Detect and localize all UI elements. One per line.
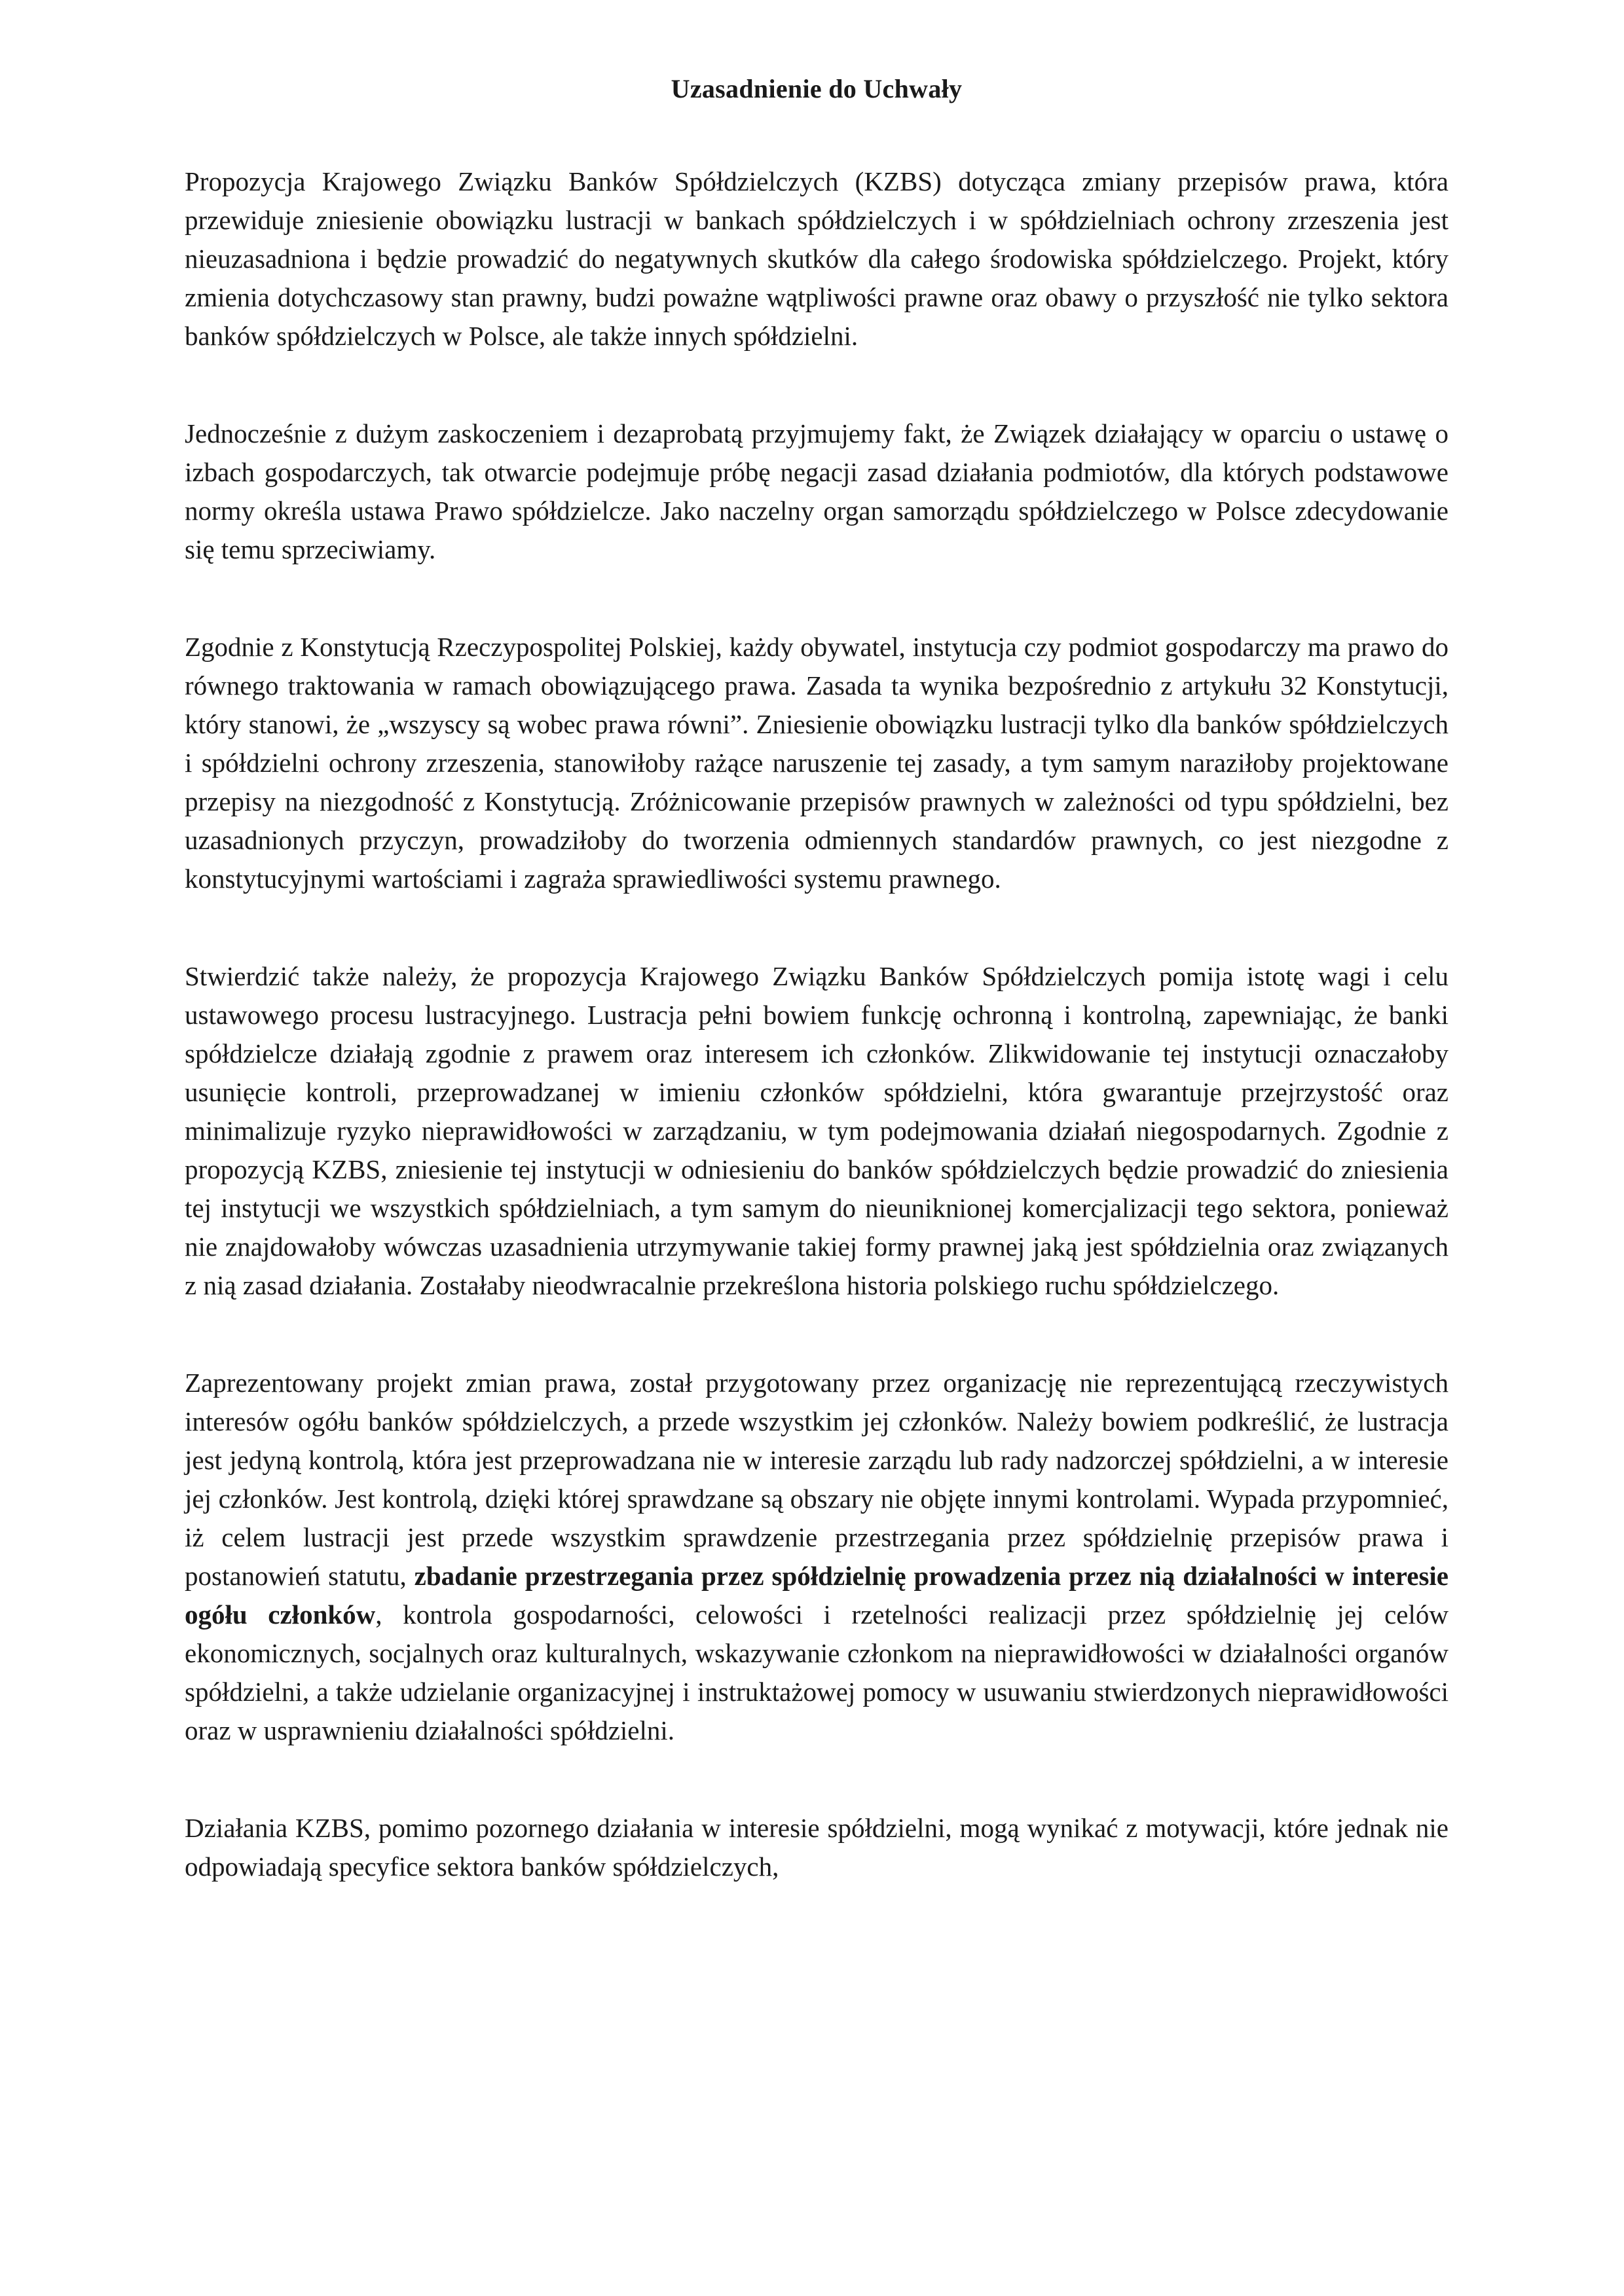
document-title: Uzasadnienie do Uchwały (671, 74, 963, 103)
paragraph-text: Jednocześnie z dużym zaskoczeniem i dezaprobatą przyjmujemy fakt, że Związek działający w oparciu o ustawę o izbach gospodarczych, tak otwarcie podejmuje próbę negacji zasad działania podmiotów, dla których podstawowe normy określa ustawa Prawo spółdzielcze. Jako naczelny organ samorządu spółdzielczego w Polsce zdecydowanie się temu sprzeciwiamy. (185, 418, 1449, 564)
paragraph-text: Zgodnie z Konstytucją Rzeczypospolitej Polskiej, każdy obywatel, instytucja czy podmiot gospodarczy ma prawo do równego traktowania w ramach obowiązującego prawa. Zasada ta wynika bezpośrednio z artykułu 32 Konstytucji, który stanowi, że „wszyscy są wobec prawa równi”. Zniesienie obowiązku lustracji tylko dla banków spółdzielczych i spółdzielni ochrony zrzeszenia, stanowiłoby rażące naruszenie tej zasady, a tym samym naraziłoby projektowane przepisy na niezgodność z Konstytucją. Zróżnicowanie przepisów prawnych w zależności od typu spółdzielni, bez uzasadnionych przyczyn, prowadziłoby do tworzenia odmiennych standardów prawnych, co jest niezgodne z konstytucyjnymi wartościami i zagraża sprawiedliwości systemu prawnego. (185, 632, 1449, 894)
paragraph-6 (185, 1809, 1449, 1886)
paragraph-4 (185, 957, 1449, 1305)
paragraph-text: , kontrola gospodarności, celowości i rzetelności realizacji przez spółdzielnię jej celów ekonomicznych, socjalnych oraz kulturalnych, wskazywanie członkom na nieprawidłowości w działalności organów spółdzielni, a także udzielanie organizacyjnej i instruktażowej pomocy w usuwaniu stwierdzonych nieprawidłowości oraz w usprawnieniu działalności spółdzielni. (185, 1599, 1449, 1745)
paragraph-text: Zaprezentowany projekt zmian prawa, został przygotowany przez organizację nie reprezentującą rzeczywistych interesów ogółu banków spółdzielczych, a przede wszystkim jej członków. Należy bowiem podkreślić, że lustracja jest jedyną kontrolą, która jest przeprowadzana nie w interesie zarządu lub rady nadzorczej spółdzielni, a w interesie jej członków. Jest kontrolą, dzięki której sprawdzane są obszary nie objęte innymi kontrolami. Wypada przypomnieć, iż celem lustracji jest przede wszystkim sprawdzenie przestrzegania przez spółdzielnię przepisów prawa i postanowień statutu, (185, 1368, 1449, 1591)
paragraph-text: Propozycja Krajowego Związku Banków Spółdzielczych (KZBS) dotycząca zmiany przepisów prawa, która przewiduje zniesienie obowiązku lustracji w bankach spółdzielczych i w spółdzielniach ochrony zrzeszenia jest nieuzasadniona i będzie prowadzić do negatywnych skutków dla całego środowiska spółdzielczego. Projekt, który zmienia dotychczasowy stan prawny, budzi poważne wątpliwości prawne oraz obawy o przyszłość nie tylko sektora banków spółdzielczych w Polsce, ale także innych spółdzielni. (185, 166, 1449, 351)
paragraph-text: Stwierdzić także należy, że propozycja Krajowego Związku Banków Spółdzielczych pomija istotę wagi i celu ustawowego procesu lustracyjnego. Lustracja pełni bowiem funkcję ochronną i kontrolną, zapewniając, że banki spółdzielcze działają zgodnie z prawem oraz interesem ich członków. Zlikwidowanie tej instytucji oznaczałoby usunięcie kontroli, przeprowadzanej w imieniu członków spółdzielni, która gwarantuje przejrzystość oraz minimalizuje ryzyko nieprawidłowości w zarządzaniu, w tym podejmowania działań niegospodarnych. Zgodnie z propozycją KZBS, zniesienie tej instytucji w odniesieniu do banków spółdzielczych będzie prowadzić do zniesienia tej instytucji we wszystkich spółdzielniach, a tym samym do nieuniknionej komercjalizacji tego sektora, ponieważ nie znajdowałoby wówczas uzasadnienia utrzymywanie takiej formy prawnej jaką jest spółdzielnia oraz związanych z nią zasad działania. Zostałaby nieodwracalnie przekreślona historia polskiego ruchu spółdzielczego. (185, 961, 1449, 1300)
paragraph-3 (185, 628, 1449, 898)
paragraph-bold-emphasis: zbadanie przestrzegania przez spółdzielnię prowadzenia przez nią działalności w interesie ogółu członków (185, 1561, 1449, 1630)
paragraph-2 (185, 414, 1449, 569)
paragraph-5 (185, 1364, 1449, 1750)
paragraph-text: Działania KZBS, pomimo pozornego działania w interesie spółdzielni, mogą wynikać z motywacji, które jednak nie odpowiadają specyfice sektora banków spółdzielczych, (185, 1813, 1449, 1882)
paragraph-1 (185, 162, 1449, 355)
